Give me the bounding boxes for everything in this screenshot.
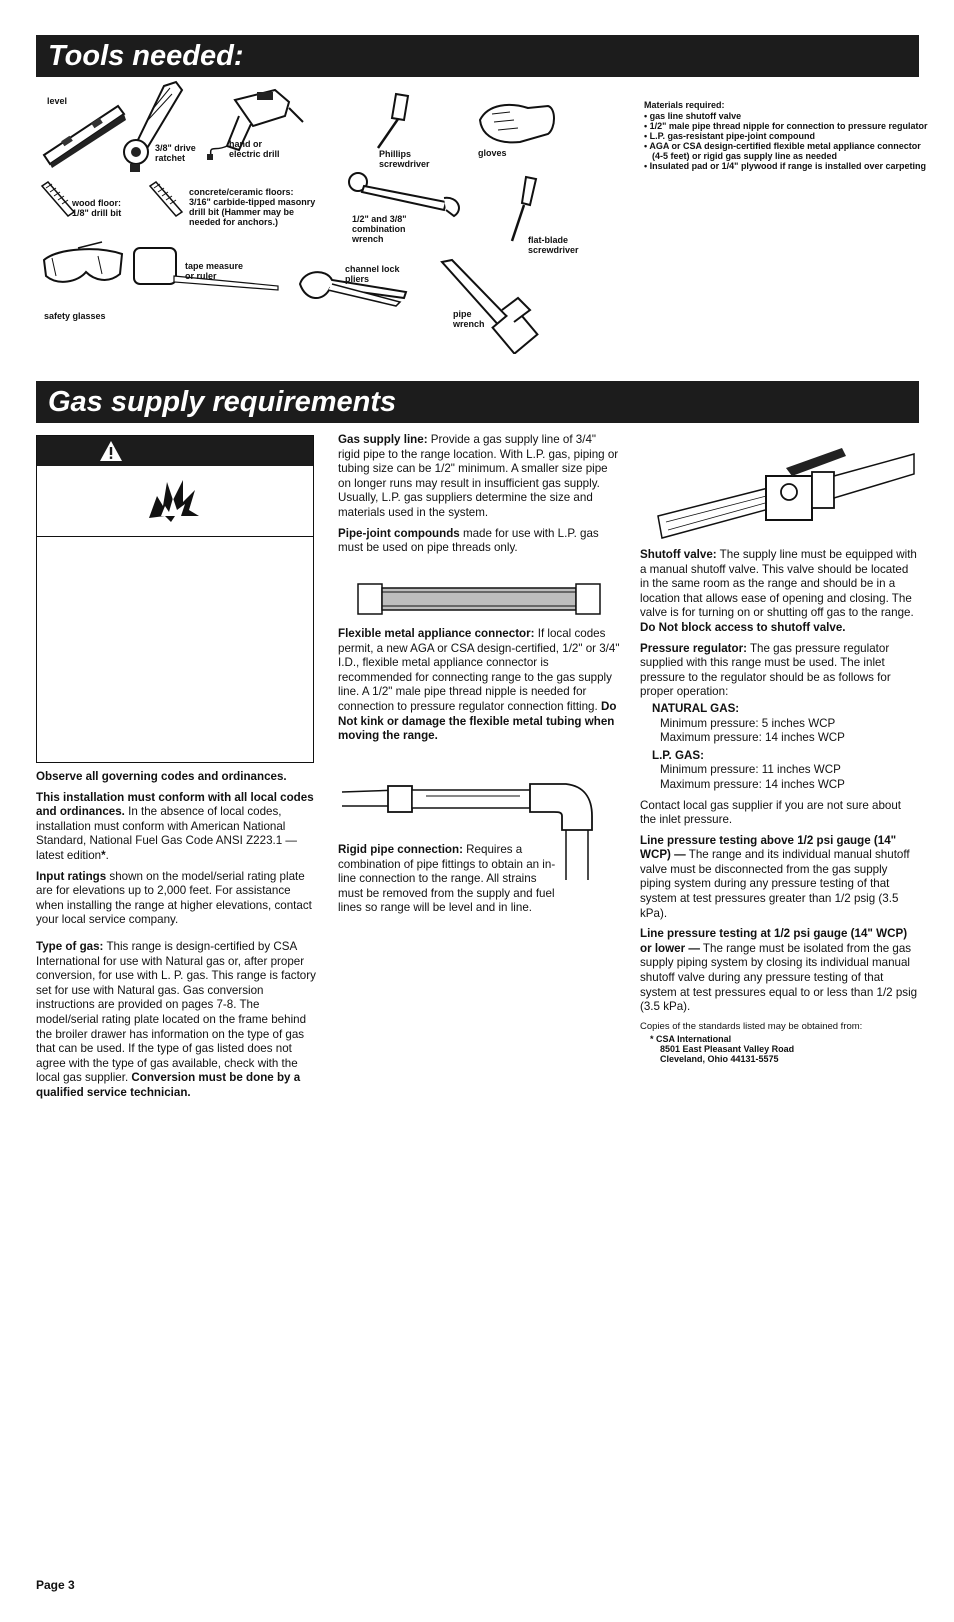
tool-label-channel-lock-pliers: channel lock pliers: [345, 264, 400, 284]
shutoff-valve-illustration: [656, 446, 916, 546]
explosion-hazard-warning-box: [36, 435, 314, 763]
material-item: • AGA or CSA design-certified flexible metal appliance connector (4-5 feet) or rigid gas supply line as needed: [644, 141, 921, 161]
natural-gas-heading: NATURAL GAS:: [652, 701, 740, 715]
tools-section-title: Tools needed:: [36, 35, 919, 77]
masonry-drill-bit-illustration: [146, 180, 186, 220]
gas-supply-line-paragraph: Gas supply line: Provide a gas supply line of 3/4" rigid pipe to the range location. With L.P. gas, piping or tubing size can be 1/2" minimum. A smaller size pipe on longer runs may result in insufficient gas supply. Usually, L.P. gas suppliers determine the size and materials used in the system.: [338, 433, 619, 519]
warning-header: [37, 436, 313, 466]
ratchet-illustration: [112, 80, 192, 180]
flexible-connector-paragraph: Flexible metal appliance connector: If local codes permit, a new AGA or CSA design-certified, 1/2" or 3/4" I.D., flexible metal appliance connector is recommended for connecting range to the gas supply line. A 1/2" male pipe thread nipple is needed for connection to pressure regulator connection fitting. Do Not kink or damage the flexible metal tubing when moving the range.: [338, 627, 620, 743]
material-item: • gas line shutoff valve: [644, 111, 742, 121]
pipe-joint-compounds-paragraph: Pipe-joint compounds made for use with L.P. gas must be used on pipe threads only.: [338, 526, 599, 555]
line-pressure-at-paragraph: Line pressure testing at 1/2 psi gauge (14" WCP) or lower — The range must be isolated from the gas supply piping system by closing its individual manual shutoff valve during any pressure testing of that system at test pressures equal to or less than 1/2 psig (3.5 kPa).: [640, 927, 918, 1014]
warning-symbol-area: [37, 466, 313, 537]
pipe-wrench-illustration: [438, 258, 548, 354]
line-pressure-above-paragraph: Line pressure testing above 1/2 psi gauge (14" WCP) — The range and its individual manual shutoff valve must be disconnected from the gas supply piping system during any pressure testing of that system at test pressures greater than 1/2 psig (3.5 kPa).: [640, 833, 910, 920]
type-of-gas-paragraph: Type of gas: This range is design-certified by CSA International for use with Natural gas or, after proper conversion, for use with L. P. gas. This range is factory set for use with Natural gas. Gas conversion instructions are provided on pages 7-8. The model/serial rating plate located on the frame behind the broiler drawer has information on the type of gas that can be used. If the type of gas listed does not agree with the type of gas available, check with the local gas supplier. Conversion must be done by a qualified service technician.: [36, 939, 316, 1099]
lp-gas-max-pressure: Maximum pressure: 14 inches WCP: [660, 777, 845, 791]
phillips-screwdriver-illustration: [368, 92, 418, 152]
tool-label-wood-drill-bit: wood floor: 1/8" drill bit: [72, 198, 122, 218]
material-item: • Insulated pad or 1/4" plywood if range is installed over carpeting: [644, 161, 926, 171]
gas-column-2: [338, 433, 620, 562]
observe-codes-text: Observe all governing codes and ordinances.: [36, 770, 287, 783]
tool-label-pipe-wrench: pipe wrench: [453, 309, 485, 329]
warning-triangle-icon: [99, 440, 123, 462]
tool-label-tape-measure: tape measure or ruler: [185, 261, 244, 281]
pressure-regulator-paragraph: Pressure regulator: The gas pressure regulator supplied with this range must be used. The inlet pressure to the regulator should be as follows for proper operation:: [640, 641, 891, 699]
safety-glasses-illustration: [38, 240, 128, 300]
natural-gas-min-pressure: Minimum pressure: 5 inches WCP: [660, 716, 836, 730]
shutoff-valve-paragraph: Shutoff valve: The supply line must be equipped with a manual shutoff valve. This valve should be located in the same room as the range and should be in a location that allows ease of opening and closing. The valve is for turning on or shutting off gas to the range. Do Not block access to shutoff valve.: [640, 548, 917, 634]
input-ratings-paragraph: Input ratings shown on the model/serial rating plate are for elevations up to 2,000 feet. For assistance when installing the range at higher elevations, contact your local service company.: [36, 869, 312, 927]
tool-label-safety-glasses: safety glasses: [44, 311, 106, 321]
tool-label-drill: hand or electric drill: [229, 139, 280, 159]
gas-column-2-rigid: [338, 843, 558, 922]
tool-label-level: level: [47, 96, 68, 106]
page-number: Page 3: [36, 1578, 75, 1592]
lp-gas-min-pressure: Minimum pressure: 11 inches WCP: [660, 763, 841, 777]
gas-column-1: [36, 770, 316, 1106]
standards-copies-note: Copies of the standards listed may be obtained from:: [640, 1020, 863, 1032]
tool-label-flat-blade-screwdriver: flat-blade screwdriver: [528, 235, 579, 255]
gas-section-title: Gas supply requirements: [36, 381, 919, 423]
material-item: • 1/2" male pipe thread nipple for connection to pressure regulator: [644, 121, 928, 131]
tool-label-gloves: gloves: [478, 148, 507, 158]
tool-label-masonry-drill-bit: concrete/ceramic floors: 3/16" carbide-tipped masonry drill bit (Hammer may be needed for anchors.): [189, 187, 316, 227]
contact-supplier-paragraph: Contact local gas supplier if you are not sure about the inlet pressure.: [640, 798, 902, 827]
materials-heading: Materials required:: [644, 100, 725, 110]
gas-column-2-lower: [338, 627, 620, 750]
csa-address-line-3: Cleveland, Ohio 44131-5575: [660, 1053, 779, 1064]
flexible-connector-illustration: [356, 580, 602, 618]
natural-gas-max-pressure: Maximum pressure: 14 inches WCP: [660, 731, 845, 745]
csa-address-line-1: * CSA International: [650, 1033, 732, 1044]
installation-paragraph: This installation must conform with all local codes and ordinances. In the absence of local codes, installation must conform with American National Standard, National Fuel Gas Code ANSI Z223.1 — latest edition*.: [36, 790, 314, 862]
gloves-illustration: [470, 98, 560, 148]
materials-list: [644, 100, 934, 171]
explosion-icon: [145, 476, 201, 526]
lp-gas-heading: L.P. GAS:: [652, 748, 704, 762]
tool-label-ratchet: 3/8" drive ratchet: [155, 143, 196, 163]
tool-label-phillips-screwdriver: Phillips screwdriver: [379, 149, 430, 169]
combination-wrench-illustration: [346, 170, 466, 220]
csa-address-line-2: 8501 East Pleasant Valley Road: [660, 1043, 795, 1054]
material-item: • L.P. gas-resistant pipe-joint compound: [644, 131, 815, 141]
tool-label-combination-wrench: 1/2" and 3/8" combination wrench: [352, 214, 407, 244]
rigid-pipe-paragraph: Rigid pipe connection: Requires a combination of pipe fittings to obtain an in-line connection to the range. All strains must be removed from the supply and fuel lines so range will be level and in line.: [338, 843, 556, 915]
gas-column-3: [640, 548, 920, 1064]
